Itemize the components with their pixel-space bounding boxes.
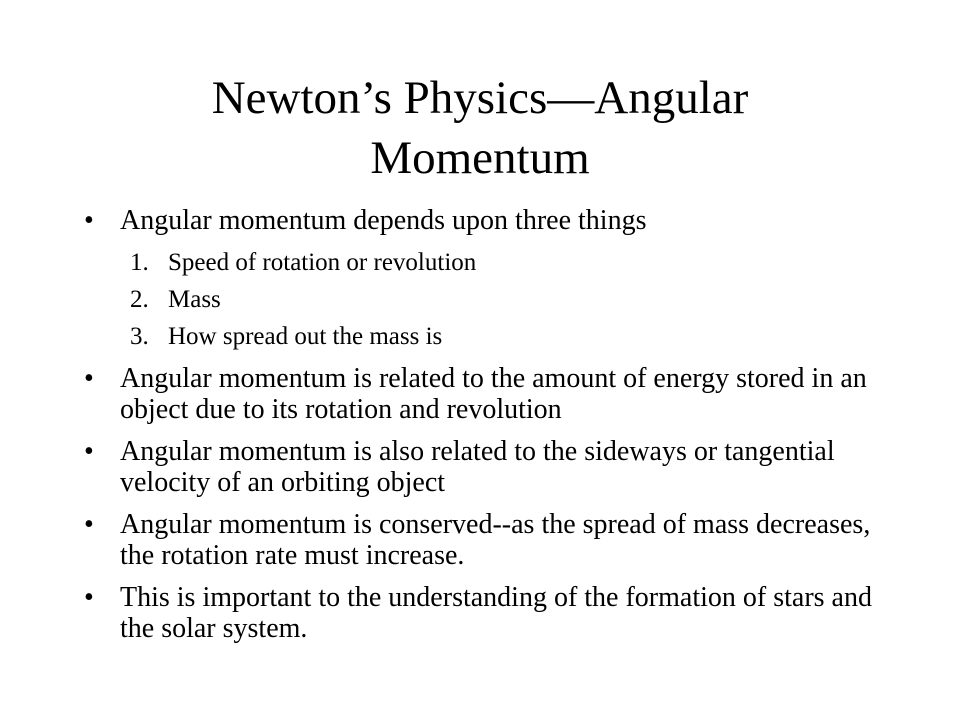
bullet-item-4 xyxy=(0,509,960,571)
bullet-text-4: Angular momentum is conserved--as the spread of mass decreases, the rotation rate must increase. xyxy=(120,509,871,571)
slide-title xyxy=(0,68,960,188)
bullet-text-2: Angular momentum is related to the amount of energy stored in an object due to its rotation and revolution xyxy=(120,363,867,425)
bullet-item-2 xyxy=(0,363,960,425)
sub-item-text: How spread out the mass is xyxy=(168,323,443,350)
bullet-list xyxy=(0,205,960,655)
bullet-icon: • xyxy=(84,582,94,613)
sub-item-text: Mass xyxy=(168,286,221,313)
bullet-icon: • xyxy=(84,436,94,467)
bullet-icon: • xyxy=(84,363,94,394)
sub-item-1 xyxy=(0,247,960,278)
sub-item-text: Speed of rotation or revolution xyxy=(168,249,477,276)
bullet-text-5: This is important to the understanding of the formation of stars and the solar system. xyxy=(120,582,872,644)
bullet-item-5 xyxy=(0,582,960,644)
title-line-1: Newton’s Physics—Angular xyxy=(211,72,749,124)
title-line-2: Momentum xyxy=(370,132,590,184)
bullet-text-3: Angular momentum is also related to the sideways or tangential velocity of an orbiting object xyxy=(120,436,835,498)
sub-item-number: 1. xyxy=(130,249,149,276)
sub-item-number: 3. xyxy=(130,323,149,350)
bullet-item-3 xyxy=(0,436,960,498)
bullet-item-1 xyxy=(0,205,960,236)
sub-item-3 xyxy=(0,321,960,352)
sub-item-2 xyxy=(0,284,960,315)
bullet-text-1: Angular momentum depends upon three things xyxy=(120,205,647,236)
bullet-icon: • xyxy=(84,205,94,236)
sub-item-number: 2. xyxy=(130,286,149,313)
bullet-icon: • xyxy=(84,509,94,540)
